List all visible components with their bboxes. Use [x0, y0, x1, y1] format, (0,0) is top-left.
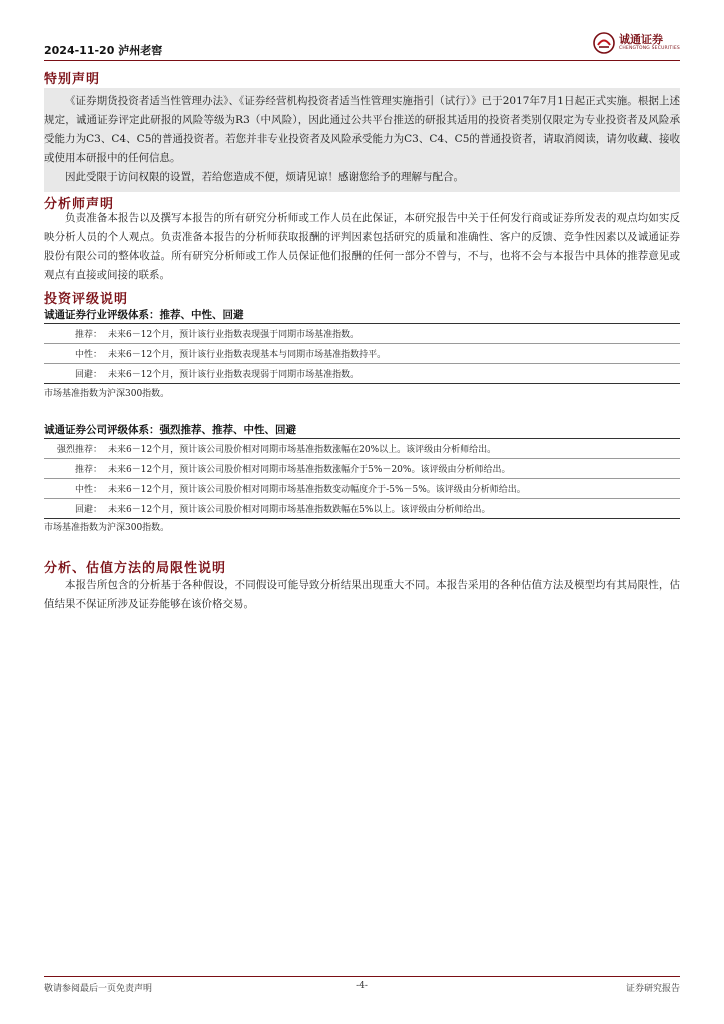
- limitations-title: 分析、估值方法的局限性说明: [44, 561, 227, 576]
- rating-description: 未来6－12个月，预计该行业指数表现强于同期市场基准指数。: [108, 330, 360, 340]
- logo-english-text: CHENGTONG SECURITIES: [618, 46, 680, 52]
- rating-label: 回避：: [74, 370, 102, 380]
- page-header: [44, 30, 680, 61]
- rating-description: 未来6－12个月，预计该行业指数表现弱于同期市场基准指数。: [108, 370, 360, 380]
- table-row: [44, 323, 680, 344]
- rating-description: 未来6－12个月，预计该行业指数表现基本与同期市场基准指数持平。: [108, 350, 387, 360]
- page-footer: [44, 976, 680, 997]
- footer-report-type: 证券研究报告: [625, 984, 680, 994]
- analyst-statement-paragraph: 负责准备本报告以及撰写本报告的所有研究分析师或工作人员在此保证，本研究报告中关于任何发行商或证券所发表的观点均如实反映分析人员的个人观点。负责准备本报告的分析师获取报酬的评判因素包括研究的质量和准确性、客户的反馈、竞争性因素以及诚通证券股份有限公司的整体收益。所有研究分析师或工作人员保证他们报酬的任何一部分不曾与，不与，也将不会与本报告中具体的推荐意见或观点有直接或间接的联系。: [44, 212, 680, 281]
- rating-label: 中性：: [74, 350, 102, 360]
- analyst-statement-title: 分析师声明: [44, 197, 115, 212]
- rating-description: 未来6－12个月，预计该公司股价相对同期市场基准指数涨幅在20%以上。该评级由分析师给出。: [108, 445, 497, 455]
- company-benchmark-note: 市场基准指数为沪深300指数。: [44, 523, 170, 533]
- limitations-paragraph: 本报告所包含的分析基于各种假设，不同假设可能导致分析结果出现重大不同。本报告采用的各种估值方法及模型均有其局限性，估值结果不保证所涉及证券能够在该价格交易。: [44, 579, 680, 610]
- logo-emblem-icon: [593, 32, 615, 54]
- rating-label: 中性：: [74, 485, 102, 495]
- table-row: [44, 364, 680, 384]
- industry-rating-table: [44, 323, 680, 384]
- special-statement-body: [44, 92, 680, 187]
- company-rating-heading: 诚通证券公司评级体系：强烈推荐、推荐、中性、回避: [44, 424, 296, 436]
- special-statement-paragraph-2: 因此受限于访问权限的设置，若给您造成不便，烦请见谅！感谢您给予的理解与配合。: [65, 171, 464, 183]
- rating-label: 强烈推荐：: [56, 445, 102, 455]
- table-row: [44, 479, 680, 499]
- special-statement-paragraph-1: 《证券期货投资者适当性管理办法》、《证券经营机构投资者适当性管理实施指引（试行）》已于2017年7月1日起正式实施。根据上述规定，诚通证券评定此研报的风险等级为R3（中风险），因此通过公共平台推送的研报其适用的投资者类别仅限定为专业投资者及风险承受能力为C3、C4、C5的普通投资者。若您并非专业投资者及风险承受能力为C3、C4、C5的普通投资者，请取消阅读，请勿收藏、接收或使用本研报中的任何信息。: [44, 95, 680, 164]
- rating-description: 未来6－12个月，预计该公司股价相对同期市场基准指数涨幅介于5%－20%。该评级由分析师给出。: [108, 465, 511, 475]
- footer-disclaimer-note: 敬请参阅最后一页免责声明: [44, 984, 153, 994]
- rating-label: 推荐：: [74, 465, 102, 475]
- rating-title: 投资评级说明: [44, 292, 129, 307]
- limitations-body: [44, 576, 680, 614]
- footer-page-number: -4-: [356, 981, 368, 991]
- table-row: [44, 438, 680, 459]
- rating-description: 未来6－12个月，预计该公司股价相对同期市场基准指数变动幅度介于-5%－5%。该评级由分析师给出。: [108, 485, 526, 495]
- rating-label: 回避：: [74, 505, 102, 515]
- table-row: [44, 344, 680, 364]
- table-row: [44, 459, 680, 479]
- company-rating-table: [44, 438, 680, 519]
- rating-description: 未来6－12个月，预计该公司股价相对同期市场基准指数跌幅在5%以上。该评级由分析师给出。: [108, 505, 491, 515]
- table-row: [44, 499, 680, 519]
- company-logo: [593, 32, 680, 54]
- rating-label: 推荐：: [74, 330, 102, 340]
- industry-rating-heading: 诚通证券行业评级体系：推荐、中性、回避: [44, 309, 244, 321]
- header-date-company: 2024-11-20 泸州老窖: [44, 44, 163, 57]
- logo-text: 诚通证券: [618, 33, 663, 47]
- special-statement-title: 特别声明: [44, 72, 101, 87]
- industry-benchmark-note: 市场基准指数为沪深300指数。: [44, 389, 170, 399]
- analyst-statement-body: [44, 209, 680, 285]
